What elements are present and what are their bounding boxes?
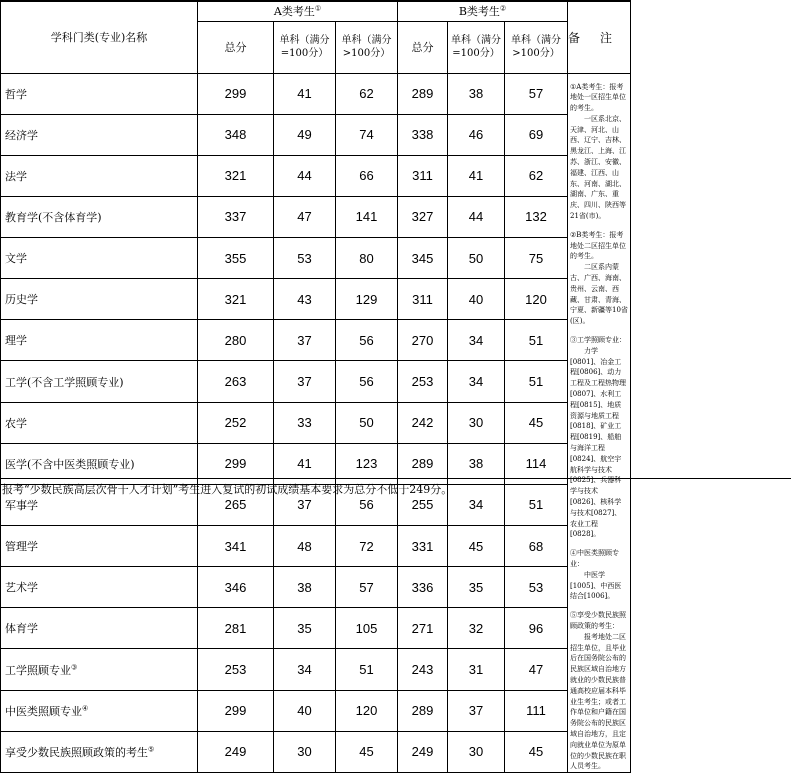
remark-body: 力学[0801]、冶金工程[0806]、动力工程及工程热物理[0807]、水利工程[0815]、地质资源与地质工程[0818]、矿业工程[0819]、船舶与海洋工程[0824]、航空宇航科学与技术[0825]、兵器科学与技术[0826]、核科学与技术[0827]、农业工程[0828]。 — [570, 346, 626, 539]
row-category-text: 管理学 — [5, 540, 38, 554]
remark-title: ②B类考生：报考地处二区招生单位的考生。 — [570, 230, 626, 261]
cell-a-total: 346 — [198, 567, 274, 608]
cell-a-single-le100: 43 — [274, 279, 336, 320]
remark-block-2 — [570, 230, 628, 327]
cell-b-single-gt100: 69 — [505, 114, 568, 155]
cell-a-single-gt100: 56 — [336, 484, 398, 525]
row-footnote-mark: ③ — [71, 662, 78, 671]
cell-b-single-gt100: 75 — [505, 238, 568, 279]
cell-a-total: 348 — [198, 114, 274, 155]
cell-a-total: 281 — [198, 608, 274, 649]
cell-b-single-gt100: 114 — [505, 443, 568, 484]
row-footnote-mark: ⑤ — [148, 745, 155, 754]
table-body — [1, 73, 792, 773]
table-row — [1, 731, 792, 772]
cell-a-total: 252 — [198, 402, 274, 443]
cell-a-single-le100: 34 — [274, 649, 336, 690]
cell-b-single-gt100: 57 — [505, 73, 568, 114]
cell-a-total: 321 — [198, 155, 274, 196]
row-category-text: 文学 — [5, 252, 27, 266]
remark-body: 二区系内蒙古、广西、海南、贵州、云南、西藏、甘肃、青海、宁夏、新疆等10省(区)。 — [570, 263, 628, 326]
group-a-header — [198, 1, 398, 21]
cell-b-single-le100: 34 — [448, 320, 505, 361]
cell-b-total: 338 — [398, 114, 448, 155]
cell-a-single-le100: 38 — [274, 567, 336, 608]
row-category-name — [1, 690, 198, 731]
cell-b-single-le100: 37 — [448, 690, 505, 731]
remark-body: 一区系北京、天津、河北、山西、辽宁、吉林、黑龙江、上海、江苏、浙江、安徽、福建、江西、山东、河南、湖北、湖南、广东、重庆、四川、陕西等21省(市)。 — [570, 114, 626, 221]
cell-b-single-le100: 50 — [448, 238, 505, 279]
table-row — [1, 155, 792, 196]
cell-a-single-gt100: 123 — [336, 443, 398, 484]
cell-b-single-le100: 34 — [448, 484, 505, 525]
cell-b-single-le100: 30 — [448, 402, 505, 443]
b-single-gt100-header: 单科（满分 >100分） — [505, 21, 568, 73]
row-category-text: 经济学 — [5, 128, 38, 142]
row-category-name — [1, 402, 198, 443]
cell-b-total: 311 — [398, 279, 448, 320]
row-category-text: 历史学 — [5, 293, 38, 307]
footnote: 报考“少数民族高层次骨干人才计划”考生进入复试的初试成绩基本要求为总分不低于249分。 — [0, 478, 791, 500]
row-category-name — [1, 279, 198, 320]
cell-b-total: 336 — [398, 567, 448, 608]
cell-a-single-le100: 37 — [274, 361, 336, 402]
row-category-text: 教育学(不含体育学) — [5, 210, 102, 224]
remark-title: ①A类考生：报考地处一区招生单位的考生。 — [570, 82, 626, 113]
cell-b-total: 327 — [398, 196, 448, 237]
row-category-text: 理学 — [5, 334, 27, 348]
cell-a-single-le100: 53 — [274, 238, 336, 279]
row-category-name — [1, 320, 198, 361]
row-category-text: 哲学 — [5, 87, 27, 101]
cell-b-single-gt100: 51 — [505, 361, 568, 402]
cell-a-total: 299 — [198, 443, 274, 484]
cell-a-single-le100: 35 — [274, 608, 336, 649]
row-category-name — [1, 526, 198, 567]
cell-a-single-gt100: 62 — [336, 73, 398, 114]
cell-a-single-le100: 44 — [274, 155, 336, 196]
cell-b-single-gt100: 120 — [505, 279, 568, 320]
cell-a-single-gt100: 72 — [336, 526, 398, 567]
cell-b-single-le100: 31 — [448, 649, 505, 690]
cell-b-total: 249 — [398, 731, 448, 772]
row-category-name — [1, 73, 198, 114]
row-category-text: 中医类照顾专业 — [5, 704, 82, 718]
cell-b-single-gt100: 45 — [505, 731, 568, 772]
cell-a-single-gt100: 105 — [336, 608, 398, 649]
cell-a-single-le100: 47 — [274, 196, 336, 237]
a-total-header: 总分 — [198, 21, 274, 73]
b-total-header: 总分 — [398, 21, 448, 73]
cell-a-single-le100: 41 — [274, 73, 336, 114]
cell-a-single-le100: 49 — [274, 114, 336, 155]
cell-a-single-le100: 48 — [274, 526, 336, 567]
row-category-text: 工学(不含工学照顾专业) — [5, 375, 124, 389]
row-category-name — [1, 361, 198, 402]
cell-b-single-le100: 44 — [448, 196, 505, 237]
cell-b-total: 289 — [398, 443, 448, 484]
a-single-gt100-header: 单科（满分 >100分） — [336, 21, 398, 73]
cell-a-single-gt100: 51 — [336, 649, 398, 690]
cell-a-single-le100: 37 — [274, 484, 336, 525]
cell-b-single-gt100: 132 — [505, 196, 568, 237]
row-category-text: 体育学 — [5, 622, 38, 636]
table-row — [1, 279, 792, 320]
a-single-le100-header: 单科（满分 =100分） — [274, 21, 336, 73]
row-category-text: 工学照顾专业 — [5, 663, 71, 677]
cell-b-single-gt100: 68 — [505, 526, 568, 567]
cell-a-total: 253 — [198, 649, 274, 690]
cell-a-single-le100: 37 — [274, 320, 336, 361]
table-row — [1, 361, 792, 402]
row-category-name — [1, 731, 198, 772]
cell-b-total: 271 — [398, 608, 448, 649]
cell-b-total: 242 — [398, 402, 448, 443]
cell-a-single-le100: 33 — [274, 402, 336, 443]
row-category-text: 军事学 — [5, 498, 38, 512]
cell-a-total: 337 — [198, 196, 274, 237]
cell-a-total: 299 — [198, 73, 274, 114]
row-category-text: 艺术学 — [5, 581, 38, 595]
row-category-name — [1, 649, 198, 690]
remark-title: ④中医类照顾专业： — [570, 549, 619, 568]
group-b-header — [398, 1, 568, 21]
cell-a-total: 321 — [198, 279, 274, 320]
group-a-label: A类考生 — [273, 5, 315, 19]
remark-title: ⑤享受少数民族照顾政策的考生： — [570, 611, 626, 630]
remark-body: 报考地处二区招生单位，且毕业后在国务院公布的民族区域自治地方就业的少数民族普通高校应届本科毕业生考生；或者工作单位和户籍在国务院公布的民族区域自治地方，且定向就业单位为原单位的少数民族在职人员考生。 — [570, 632, 626, 771]
cell-b-single-le100: 32 — [448, 608, 505, 649]
row-category-text: 享受少数民族照顾政策的考生 — [5, 745, 148, 759]
remarks-panel — [568, 73, 631, 773]
cell-a-single-gt100: 45 — [336, 731, 398, 772]
row-category-text: 医学(不含中医类照顾专业) — [5, 457, 135, 471]
cell-b-single-le100: 40 — [448, 279, 505, 320]
cell-a-single-le100: 30 — [274, 731, 336, 772]
table-row — [1, 690, 792, 731]
table-row — [1, 608, 792, 649]
cell-a-total: 249 — [198, 731, 274, 772]
group-b-label: B类考生 — [458, 5, 500, 19]
group-a-mark: ① — [314, 4, 322, 13]
remark-block-1 — [570, 82, 628, 222]
cell-a-single-gt100: 80 — [336, 238, 398, 279]
row-footnote-mark: ④ — [82, 704, 89, 713]
row-category-name — [1, 608, 198, 649]
cell-b-single-gt100: 47 — [505, 649, 568, 690]
b-single-le100-header: 单科（满分 =100分） — [448, 21, 505, 73]
cell-a-total: 355 — [198, 238, 274, 279]
cell-a-single-gt100: 57 — [336, 567, 398, 608]
remark-body: 中医学[1005]、中西医结合[1006]。 — [570, 570, 622, 601]
cell-a-total: 265 — [198, 484, 274, 525]
table-row — [1, 526, 792, 567]
cell-b-single-le100: 30 — [448, 731, 505, 772]
remark-block-5 — [570, 610, 628, 772]
cell-b-total: 255 — [398, 484, 448, 525]
remark-block-3 — [570, 335, 628, 540]
row-category-name — [1, 196, 198, 237]
cell-b-single-gt100: 53 — [505, 567, 568, 608]
cell-b-single-le100: 45 — [448, 526, 505, 567]
cell-a-single-gt100: 120 — [336, 690, 398, 731]
row-category-name — [1, 155, 198, 196]
cell-a-single-gt100: 50 — [336, 402, 398, 443]
cell-b-single-le100: 38 — [448, 73, 505, 114]
cell-b-total: 331 — [398, 526, 448, 567]
category-header: 学科门类(专业)名称 — [1, 1, 198, 73]
table-row — [1, 73, 792, 114]
row-category-text: 法学 — [5, 169, 27, 183]
table-row — [1, 402, 792, 443]
table-row — [1, 320, 792, 361]
cell-b-total: 253 — [398, 361, 448, 402]
cell-a-single-gt100: 129 — [336, 279, 398, 320]
cell-b-total: 289 — [398, 73, 448, 114]
row-category-text: 农学 — [5, 416, 27, 430]
cell-b-single-le100: 34 — [448, 361, 505, 402]
cell-b-single-le100: 41 — [448, 155, 505, 196]
cell-a-single-gt100: 56 — [336, 320, 398, 361]
cell-b-single-gt100: 51 — [505, 320, 568, 361]
cell-b-total: 270 — [398, 320, 448, 361]
remark-block-4 — [570, 548, 628, 602]
cell-b-total: 289 — [398, 690, 448, 731]
cell-a-single-gt100: 66 — [336, 155, 398, 196]
cell-b-single-gt100: 51 — [505, 484, 568, 525]
cell-b-single-le100: 38 — [448, 443, 505, 484]
table-row — [1, 567, 792, 608]
cell-a-single-gt100: 56 — [336, 361, 398, 402]
cell-a-single-le100: 40 — [274, 690, 336, 731]
table-row — [1, 649, 792, 690]
row-category-name — [1, 238, 198, 279]
table-row — [1, 114, 792, 155]
cell-b-single-gt100: 45 — [505, 402, 568, 443]
cell-b-total: 243 — [398, 649, 448, 690]
cell-a-total: 341 — [198, 526, 274, 567]
cell-b-single-gt100: 111 — [505, 690, 568, 731]
cell-b-single-gt100: 62 — [505, 155, 568, 196]
cell-a-total: 263 — [198, 361, 274, 402]
row-category-name — [1, 114, 198, 155]
cell-a-total: 280 — [198, 320, 274, 361]
table-row — [1, 238, 792, 279]
table-row — [1, 196, 792, 237]
row-category-name — [1, 567, 198, 608]
group-b-mark: ② — [499, 4, 507, 13]
cell-b-single-le100: 46 — [448, 114, 505, 155]
cell-a-total: 299 — [198, 690, 274, 731]
cell-b-total: 345 — [398, 238, 448, 279]
cell-b-total: 311 — [398, 155, 448, 196]
cell-a-single-gt100: 74 — [336, 114, 398, 155]
remarks-header: 备注 — [568, 1, 631, 73]
cell-b-single-le100: 35 — [448, 567, 505, 608]
cell-b-single-gt100: 96 — [505, 608, 568, 649]
remark-title: ③工学照顾专业： — [570, 336, 626, 345]
cell-a-single-gt100: 141 — [336, 196, 398, 237]
cell-a-single-le100: 41 — [274, 443, 336, 484]
